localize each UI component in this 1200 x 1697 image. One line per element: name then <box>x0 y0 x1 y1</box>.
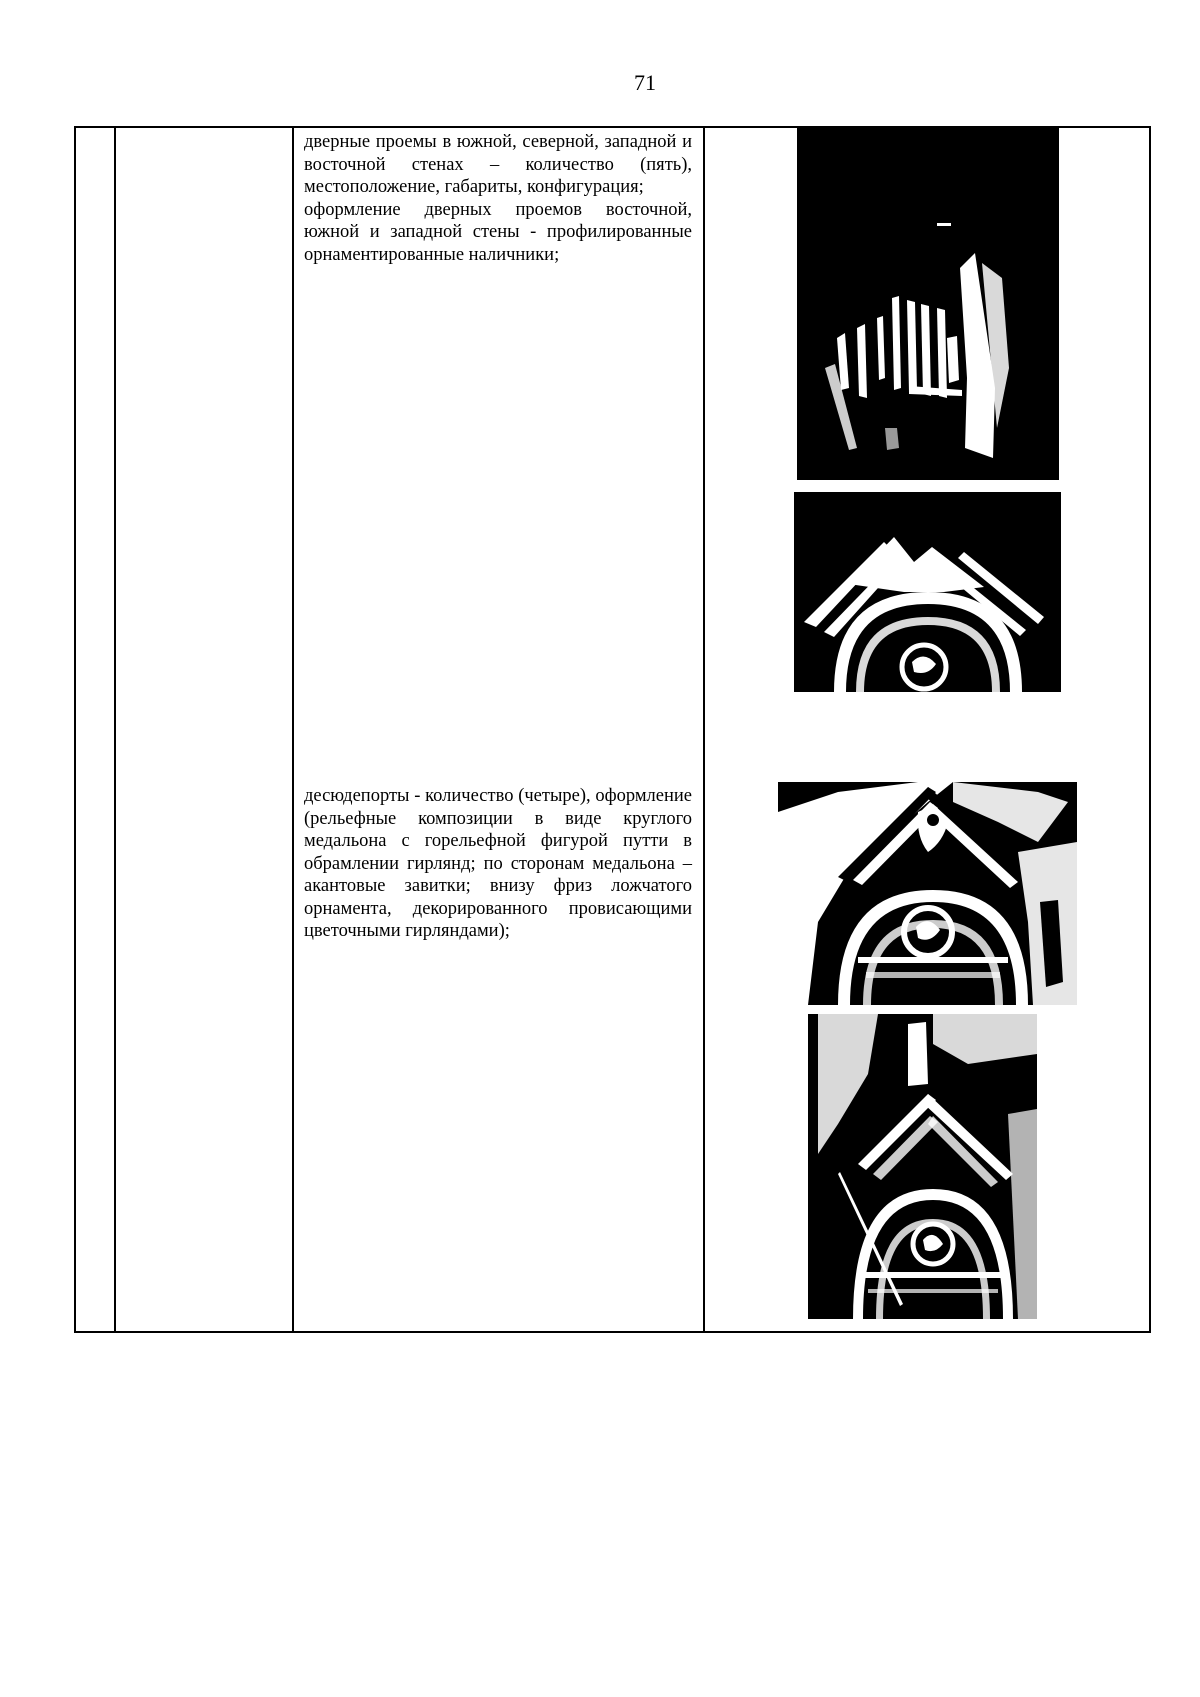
photo-sopraporta-1 <box>778 782 1077 1005</box>
pediment-image <box>794 492 1061 692</box>
photo-door-pediment <box>794 492 1061 692</box>
description-sopraportas <box>304 785 692 943</box>
paragraph-architraves: оформление дверных проемов восточной, южной и западной стены - профилированные орнаментированные наличники; <box>304 199 692 265</box>
page-number: 71 <box>634 70 656 95</box>
paragraph-doorways: дверные проемы в южной, северной, западной и восточной стенах – количество (пять), местоположение, габариты, конфигурация; <box>304 132 692 197</box>
column-divider-3 <box>703 126 705 1333</box>
sopraporta-image-2 <box>808 1014 1037 1319</box>
paragraph-sopraportas: десюдепорты - количество (четыре), оформление (рельефные композиции в виде круглого медальона с горельефной фигурой путти в обрамлении гирлянд; по сторонам медальона – акантовые завитки; внизу фриз ложчатого орнамента, декорированного провисающими цветочными гирляндами); <box>304 786 692 941</box>
photo-sopraporta-2 <box>808 1014 1037 1319</box>
column-divider-1 <box>114 126 116 1333</box>
column-divider-2 <box>292 126 294 1333</box>
doorway-image <box>797 128 1059 480</box>
photo-doorway <box>797 128 1059 480</box>
description-doorways <box>304 131 692 266</box>
sopraporta-image-1 <box>778 782 1077 1005</box>
